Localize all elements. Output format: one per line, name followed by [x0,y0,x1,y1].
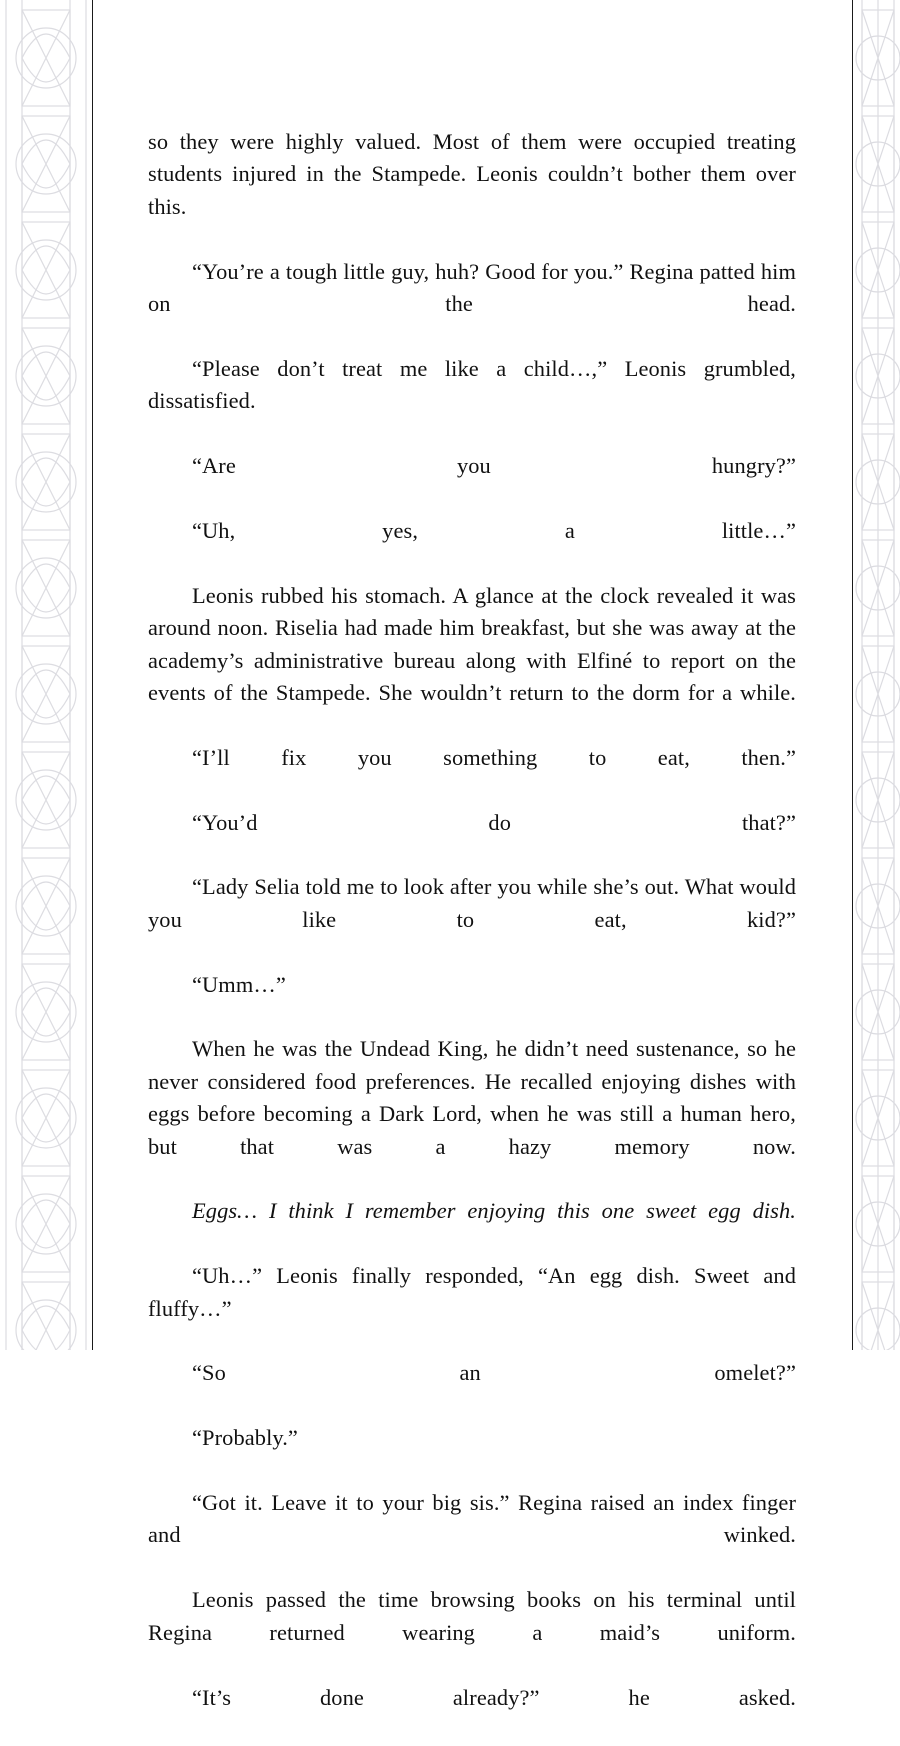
page-text-body [148,126,796,1746]
paragraph: “Uh, yes, a little…” [148,515,796,580]
left-margin-rule [92,0,93,1350]
right-margin-rule [852,0,853,1350]
paragraph: “You’re a tough little guy, huh? Good for you.” Regina patted him on the head. [148,256,796,353]
paragraph: “Umm…” [148,969,796,1034]
right-ornament-band [852,0,900,1350]
paragraph-italic-thought: Eggs… I think I remember enjoying this one sweet egg dish. [148,1195,796,1260]
paragraph: Leonis passed the time browsing books on his terminal until Regina returned wearing a maid’s uniform. [148,1584,796,1681]
paragraph: so they were highly valued. Most of them were occupied treating students injured in the Stampede. Leonis couldn’t bother them over this. [148,126,796,256]
paragraph: “Got it. Leave it to your big sis.” Regina raised an index finger and winked. [148,1487,796,1584]
paragraph: “So an omelet?” [148,1357,796,1422]
paragraph: “Are you hungry?” [148,450,796,515]
paragraph: “It’s done already?” he asked. [148,1682,796,1746]
paragraph: “Lady Selia told me to look after you while she’s out. What would you like to eat, kid?” [148,871,796,968]
paragraph: “I’ll fix you something to eat, then.” [148,742,796,807]
paragraph: “Uh…” Leonis finally responded, “An egg dish. Sweet and fluffy…” [148,1260,796,1357]
left-ornament-band [0,0,92,1350]
paragraph: “Please don’t treat me like a child…,” Leonis grumbled, dissatisfied. [148,353,796,450]
paragraph: When he was the Undead King, he didn’t need sustenance, so he never considered food preferences. He recalled enjoying dishes with eggs before becoming a Dark Lord, when he was still a human hero, but that was a hazy memory now. [148,1033,796,1195]
paragraph: “You’d do that?” [148,807,796,872]
paragraph: “Probably.” [148,1422,796,1487]
paragraph: Leonis rubbed his stomach. A glance at the clock revealed it was around noon. Riselia had made him breakfast, but she was away at the academy’s administrative bureau along with Elfiné to report on the events of the Stampede. She wouldn’t return to the dorm for a while. [148,580,796,742]
